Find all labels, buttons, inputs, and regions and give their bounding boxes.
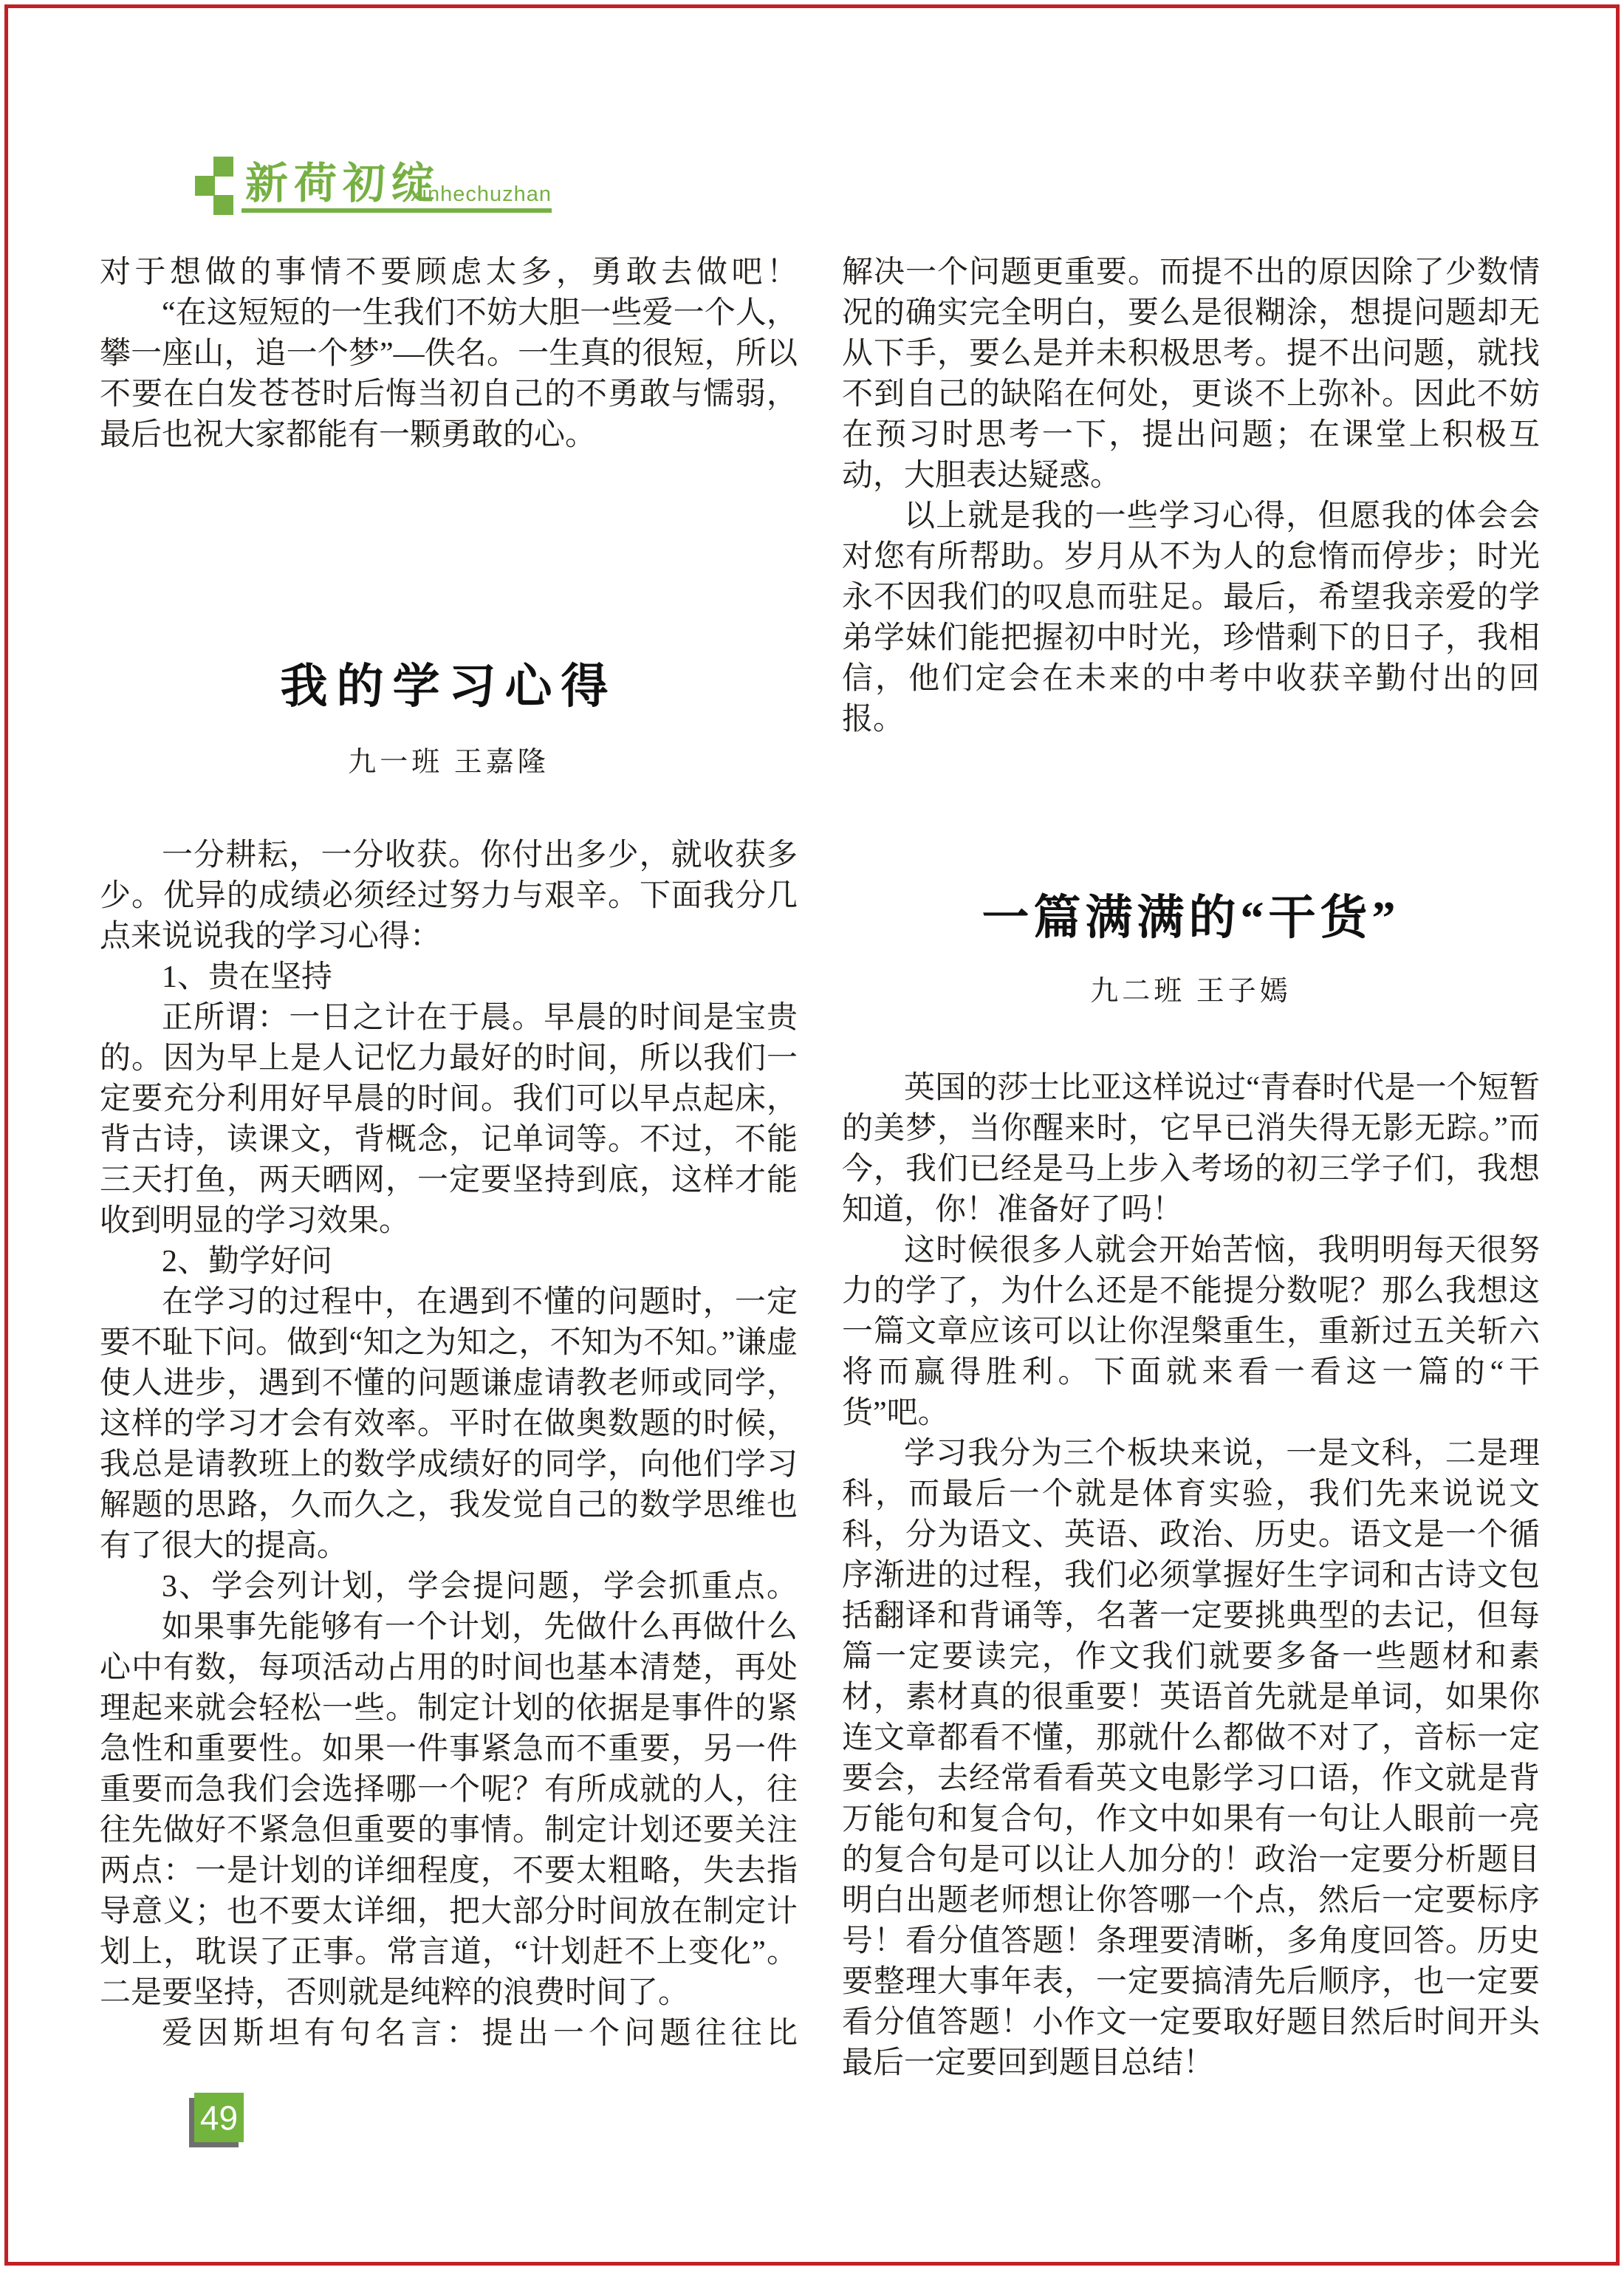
magazine-name-pinyin: xinhechuzhan — [411, 182, 552, 206]
paragraph: 学习我分为三个板块来说，一是文科，二是理科，而最后一个就是体育实验，我们先来说说文科，分为语文、英语、政治、历史。语文是一个循序渐进的过程，我们必须掌握好生字词和古诗文包括翻译和背诵等，名著一定要挑典型的去记，但每篇一定要读完，作文我们就要多备一些题材和素材，素材真的很重要！英语首先就是单词，如果你连文章都看不懂，那就什么都做不对了，音标一定要会，去经常看看英文电影学习口语，作文就是背万能句和复合句，作文中如果有一句让人眼前一亮的复合句是可以让人加分的！政治一定要分析题目明白出题老师想让你答哪一个点，然后一定要标序号！看分值答题！条理要清晰，多角度回答。历史要整理大事年表，一定要搞清先后顺序，也一定要看分值答题！小作文一定要取好题目然后时间开头最后一定要回到题目总结！ — [842, 1437, 1540, 2080]
paragraph: 3、学会列计划，学会提问题，学会抓重点。 — [162, 1570, 798, 1604]
paragraph: 这时候很多人就会开始苦恼，我明明每天很努力的学了，为什么还是不能提分数呢？那么我想这一篇文章应该可以让你涅槃重生，重新过五关斩六将而赢得胜利。下面就来看一看这一篇的“干货”吧。 — [842, 1234, 1540, 1430]
logo-square-icon — [213, 195, 233, 215]
paragraph: 爱因斯坦有句名言：提出一个问题往往比 — [162, 2017, 798, 2051]
paragraph: 在学习的过程中，在遇到不懂的问题时，一定要不耻下问。做到“知之为知之，不知为不知。”谦虚使人进步，遇到不懂的问题谦虚请教老师或同学，这样的学习才会有效率。平时在做奥数题的时候，我总是请教班上的数学成绩好的同学，向他们学习解题的思路，久而久之，我发觉自己的数学思维也有了很大的提高。 — [100, 1285, 798, 1563]
article-title: 一篇满满的“干货” — [981, 892, 1400, 944]
magazine-logo-icon — [188, 155, 234, 216]
paragraph: 英国的莎士比亚这样说过“青春时代是一个短暂的美梦，当你醒来时，它早已消失得无影无踪。”而今，我们已经是马上步入考场的初三学子们，我想知道，你！准备好了吗！ — [842, 1071, 1540, 1227]
paragraph: 正所谓：一日之计在于晨。早晨的时间是宝贵的。因为早上是人记忆力最好的时间，所以我们一定要充分利用好早晨的时间。我们可以早点起床，背古诗，读课文，背概念，记单词等。不过，不能三天打鱼，两天晒网，一定要坚持到底，这样才能收到明显的学习效果。 — [100, 1001, 798, 1238]
article-author: 九一班 王嘉隆 — [348, 747, 549, 778]
paragraph: “在这短短的一生我们不妨大胆一些爱一个人，攀一座山，追一个梦”—佚名。一生真的很短，所以不要在白发苍苍时后悔当初自己的不勇敢与懦弱，最后也祝大家都能有一颗勇敢的心。 — [100, 296, 798, 452]
logo-square-icon — [213, 157, 233, 177]
article-title: 我的学习心得 — [280, 660, 617, 713]
paragraph: 解决一个问题更重要。而提不出的原因除了少数情况的确实完全明白，要么是很糊涂，想提问题却无从下手，要么是并未积极思考。提不出问题，就找不到自己的缺陷在何处，更谈不上弥补。因此不妨在预习时思考一下，提出问题；在课堂上积极互动，大胆表达疑惑。 — [842, 256, 1540, 493]
page-number-badge — [194, 2093, 244, 2142]
logo-square-icon — [195, 176, 215, 196]
article-body-left — [100, 835, 798, 2054]
article-author: 九二班 王子嫣 — [1090, 976, 1292, 1007]
header-underline — [241, 208, 552, 213]
paragraph: 一分耕耘，一分收获。你付出多少，就收获多少。优异的成绩必须经过努力与艰辛。下面我分几点来说说我的学习心得： — [100, 838, 798, 954]
magazine-name: 新荷初绽 — [245, 160, 441, 208]
paragraph: 1、贵在坚持 — [162, 960, 333, 994]
paragraph: 2、勤学好问 — [162, 1245, 333, 1279]
paragraph: 以上就是我的一些学习心得，但愿我的体会会对您有所帮助。岁月从不为人的怠惰而停步；时光永不因我们的叹息而驻足。最后，希望我亲爱的学弟学妹们能把握初中时光，珍惜剩下的日子，我相信，他们定会在未来的中考中收获辛勤付出的回报。 — [842, 499, 1540, 736]
article-body-right — [842, 1068, 1540, 2084]
left-column-intro — [100, 253, 798, 456]
right-column-continuation — [842, 253, 1540, 740]
paragraph: 对于想做的事情不要顾虑太多，勇敢去做吧！ — [100, 256, 798, 290]
paragraph: 如果事先能够有一个计划，先做什么再做什么心中有数，每项活动占用的时间也基本清楚，再处理起来就会轻松一些。制定计划的依据是事件的紧急性和重要性。如果一件事紧急而不重要，另一件重要而急我们会选择哪一个呢？有所成就的人，往往先做好不紧急但重要的事情。制定计划还要关注两点：一是计划的详细程度，不要太粗略，失去指导意义；也不要太详细，把大部分时间放在制定计划上，耽误了正事。常言道，“计划赶不上变化”。二是要坚持，否则就是纯粹的浪费时间了。 — [100, 1610, 798, 2010]
page-number: 49 — [199, 2098, 239, 2137]
